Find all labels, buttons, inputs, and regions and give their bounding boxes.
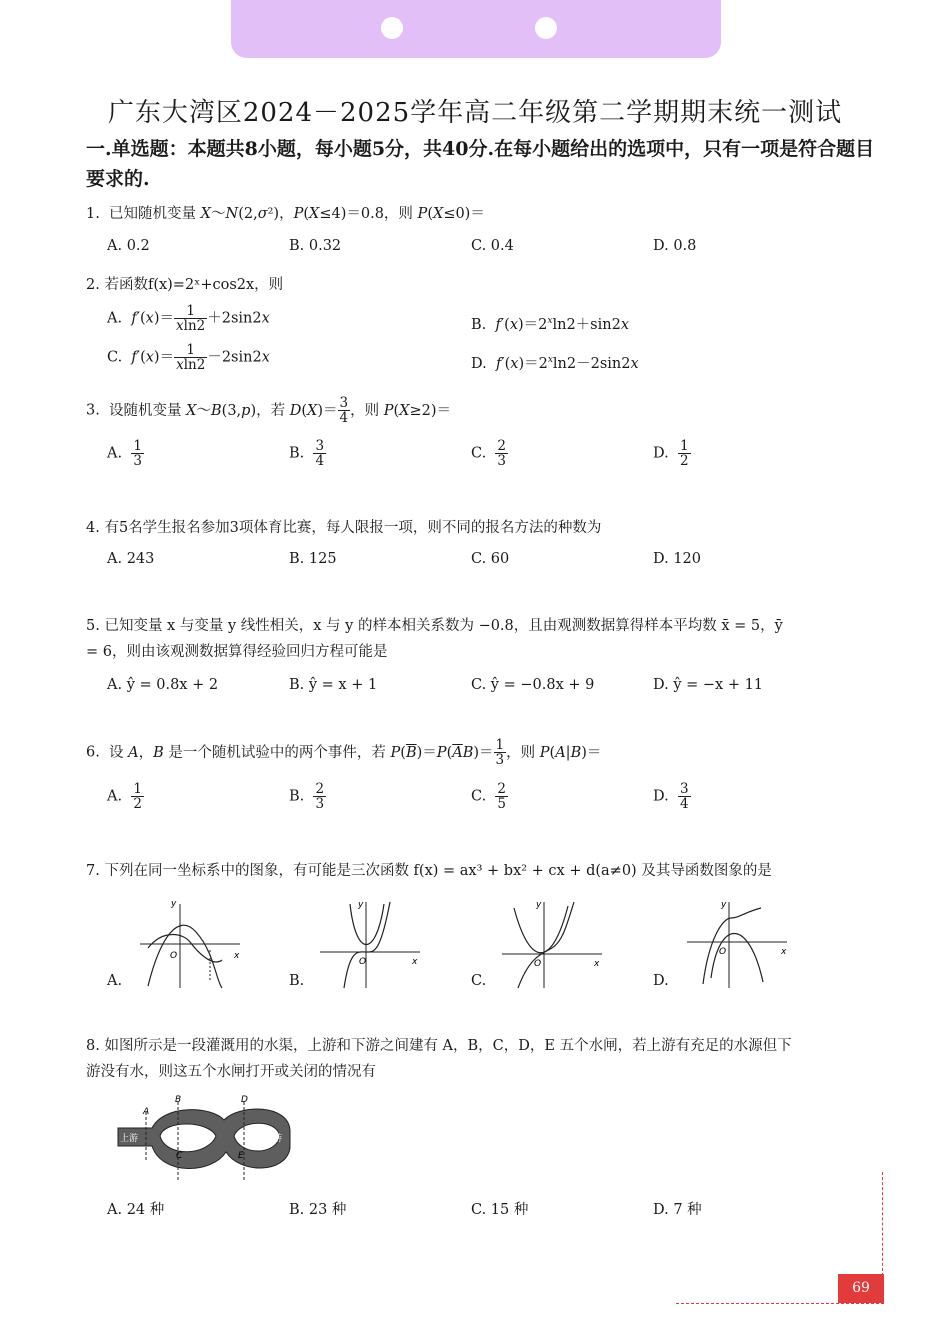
option-b[interactable]: B. 23 种: [289, 1202, 347, 1218]
graph-b: [318, 898, 428, 990]
option-a[interactable]: A. $\frac{1}{3}$: [107, 438, 142, 470]
origin-label: O: [534, 959, 542, 969]
option-c[interactable]: C.: [471, 973, 487, 989]
option-d[interactable]: D. 0.8: [653, 238, 697, 254]
axis-x-label: x: [781, 947, 787, 957]
question-number: 4.: [86, 520, 100, 536]
question-number: 3.: [86, 402, 100, 419]
downstream-label: 下游: [264, 1134, 283, 1144]
question-8: [86, 1033, 876, 1085]
question-1: [86, 201, 876, 227]
option-b[interactable]: B. $f'(x)=2^x\ln 2+\sin 2x$: [471, 316, 630, 333]
axis-x-label: x: [234, 951, 240, 961]
question-5: [86, 613, 876, 665]
question-stem: 设 A，B 是一个随机试验中的两个事件，若 $P(\overline{B})=P(\overline{A}B)=$ $\frac{1}{3}$ ，则 P(A|B)＝: [104, 737, 602, 769]
question-7: [86, 858, 876, 884]
top-tab: [231, 0, 721, 58]
question-number: 7.: [86, 863, 100, 879]
question-4: [86, 515, 876, 541]
option-b[interactable]: B. 125: [289, 551, 337, 567]
page-number: 69: [838, 1274, 884, 1303]
option-c[interactable]: C. ŷ = −0.8x + 9: [471, 677, 595, 693]
option-c[interactable]: C. 15 种: [471, 1202, 529, 1218]
axis-y-label: y: [358, 900, 364, 910]
question-stem: 已知随机变量 X～N(2,σ²)，P(X≤4)＝0.8，则 P(X≤0)＝: [104, 206, 485, 222]
axis-y-label: y: [721, 900, 727, 910]
option-a[interactable]: A. f′(x)＝ $\frac{1}{xln2}$ ＋2sin2x: [107, 303, 270, 335]
option-a[interactable]: A. ŷ = 0.8x + 2: [107, 677, 219, 693]
gate-a-label: A: [143, 1107, 150, 1117]
axis-y-label: y: [171, 899, 177, 909]
question-stem-line1: 已知变量 x 与变量 y 线性相关，x 与 y 的样本相关系数为 −0.8，且由观测数据算得样本平均数 x̄ = 5，ȳ: [104, 618, 783, 634]
question-number: 5.: [86, 618, 100, 634]
question-stem-line2: 游没有水，则这五个水闸打开或关闭的情况有: [86, 1064, 376, 1080]
option-c[interactable]: C. 0.4: [471, 238, 514, 254]
option-a[interactable]: A. 0.2: [107, 238, 150, 254]
graph-a: [138, 898, 248, 990]
question-number: 6.: [86, 744, 100, 761]
question-3: [86, 396, 876, 425]
option-d[interactable]: D. $\frac{1}{2}$: [653, 438, 689, 470]
axis-x-label: x: [594, 959, 600, 969]
option-b[interactable]: B. $\frac{3}{4}$: [289, 438, 325, 470]
question-stem: 有5名学生报名参加3项体育比赛，每人限报一项，则不同的报名方法的种数为: [104, 520, 602, 536]
graph-c: [500, 898, 610, 990]
question-number: 8.: [86, 1038, 100, 1054]
question-number: 2.: [86, 277, 100, 293]
option-d[interactable]: D. $f'(x)=2^x\ln 2-2\sin 2x$: [471, 355, 639, 372]
option-d[interactable]: D. 120: [653, 551, 702, 567]
option-b[interactable]: B. 0.32: [289, 238, 342, 254]
margin-dashed-line: [882, 1172, 883, 1276]
option-c[interactable]: C. f′(x)＝ $\frac{1}{xln2}$ －2sin2x: [107, 342, 270, 374]
axis-x-label: x: [412, 957, 418, 967]
canal-figure: [112, 1090, 302, 1185]
question-stem: 下列在同一坐标系中的图象，有可能是三次函数 f(x) = ax³ + bx² + cx + d(a≠0) 及其导函数图象的是: [104, 863, 772, 879]
origin-label: O: [170, 951, 178, 961]
graph-d: [685, 898, 795, 990]
option-a[interactable]: A.: [107, 973, 123, 989]
option-c[interactable]: C. $\frac{2}{3}$: [471, 438, 506, 470]
option-d[interactable]: D. $\frac{3}{4}$: [653, 781, 689, 813]
binder-hole: [381, 17, 403, 39]
page-title: 广东大湾区2024－2025学年高二年级第二学期期末统一测试: [107, 98, 843, 128]
option-a[interactable]: A. 24 种: [107, 1202, 165, 1218]
origin-label: O: [719, 947, 727, 957]
section-heading: 一.单选题：本题共8小题，每小题5分，共40分.在每小题给出的选项中，只有一项是符合题目要求的.: [86, 138, 875, 190]
bottom-dashed-line: [676, 1303, 884, 1304]
option-d[interactable]: D. ŷ = −x + 11: [653, 677, 764, 693]
option-a[interactable]: A. 243: [107, 551, 155, 567]
option-b[interactable]: B.: [289, 973, 305, 989]
upstream-label: 上游: [120, 1134, 139, 1144]
origin-label: O: [359, 957, 367, 967]
option-a[interactable]: A. $\frac{1}{2}$: [107, 781, 142, 813]
option-d[interactable]: D. 7 种: [653, 1202, 702, 1218]
question-stem: 设随机变量 X～B(3,p)，若 D(X)＝ $\frac{3}{4}$ ，则 P(X≥2)＝: [104, 395, 452, 427]
gate-e-label: E: [238, 1151, 244, 1161]
question-stem-line2: = 6，则由该观测数据算得经验回归方程可能是: [86, 644, 388, 660]
binder-hole: [535, 17, 557, 39]
gate-b-label: B: [175, 1095, 182, 1105]
option-c[interactable]: C. $\frac{2}{5}$: [471, 781, 506, 813]
axis-y-label: y: [536, 900, 542, 910]
question-number: 1.: [86, 206, 100, 222]
option-d[interactable]: D.: [653, 973, 669, 989]
gate-c-label: C: [176, 1151, 183, 1161]
question-stem: 若函数f(x)=2ˣ+cos2x，则: [104, 277, 284, 293]
question-6: [86, 738, 876, 767]
question-stem-line1: 如图所示是一段灌溉用的水渠，上游和下游之间建有 A，B，C，D，E 五个水闸，若上游有充足的水源但下: [104, 1038, 792, 1054]
option-c[interactable]: C. 60: [471, 551, 510, 567]
option-b[interactable]: B. ŷ = x + 1: [289, 677, 378, 693]
gate-d-label: D: [241, 1095, 248, 1105]
question-2: [86, 272, 876, 298]
option-b[interactable]: B. $\frac{2}{3}$: [289, 781, 325, 813]
